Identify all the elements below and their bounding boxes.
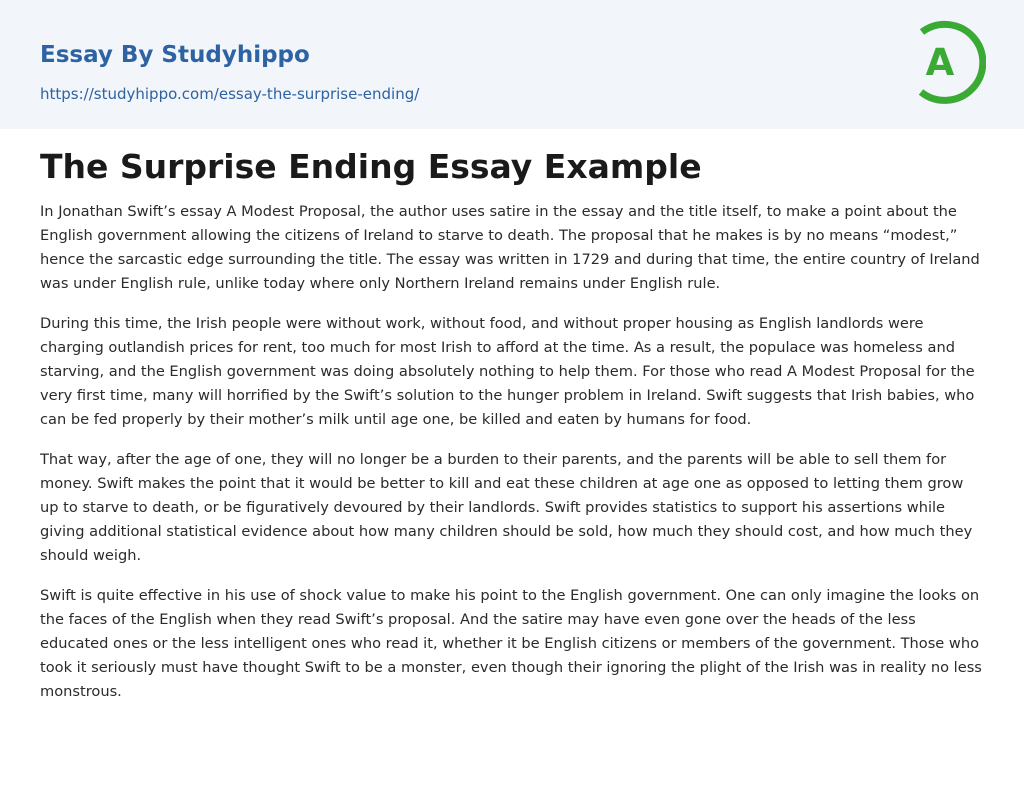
studyhippo-logo-icon[interactable]: [912, 19, 986, 105]
article-paragraph: In Jonathan Swift’s essay A Modest Proposal, the author uses satire in the essay and the title itself, to make a point about the English government allowing the citizens of Ireland to starve to death. The proposal that he makes is by no means “modest,” hence the sarcastic edge surrounding the title. The essay was written in 1729 and during that time, the entire country of Ireland was under English rule, unlike today where only Northern Ireland remains under English rule.: [40, 203, 980, 292]
article-paragraph: That way, after the age of one, they will no longer be a burden to their parents, and the parents will be able to sell them for money. Swift makes the point that it would be better to kill and eat these children at age one as opposed to letting them grow up to starve to death, or be figuratively devoured by their landlords. Swift provides statistics to support his assertions while giving additional statistical evidence about how many children should be sold, how much they should cost, and how much they should weigh.: [40, 451, 973, 564]
article-title: The Surprise Ending Essay Example: [40, 147, 702, 186]
article-content: [40, 143, 985, 720]
site-header: [0, 0, 1024, 129]
page-url-link[interactable]: https://studyhippo.com/essay-the-surprise-ending/: [40, 85, 420, 103]
logo-letter: A: [925, 41, 955, 84]
site-brand[interactable]: Essay By Studyhippo: [40, 42, 310, 68]
article-paragraph: During this time, the Irish people were without work, without food, and without proper housing as English landlords were charging outlandish prices for rent, too much for most Irish to afford at the time. As a result, the populace was homeless and starving, and the English government was doing absolutely nothing to help them. For those who read A Modest Proposal for the very first time, many will horrified by the Swift’s solution to the hunger problem in Ireland. Swift suggests that Irish babies, who can be fed properly by their mother’s milk until age one, be killed and eaten by humans for food.: [40, 315, 975, 428]
article-paragraph: Swift is quite effective in his use of shock value to make his point to the English government. One can only imagine the looks on the faces of the English when they read Swift’s proposal. And the satire may have even gone over the heads of the less educated ones or the less intelligent ones who read it, whether it be English citizens or members of the government. Those who took it seriously must have thought Swift to be a monster, even though their ignoring the plight of the Irish was in reality no less monstrous.: [40, 587, 982, 700]
